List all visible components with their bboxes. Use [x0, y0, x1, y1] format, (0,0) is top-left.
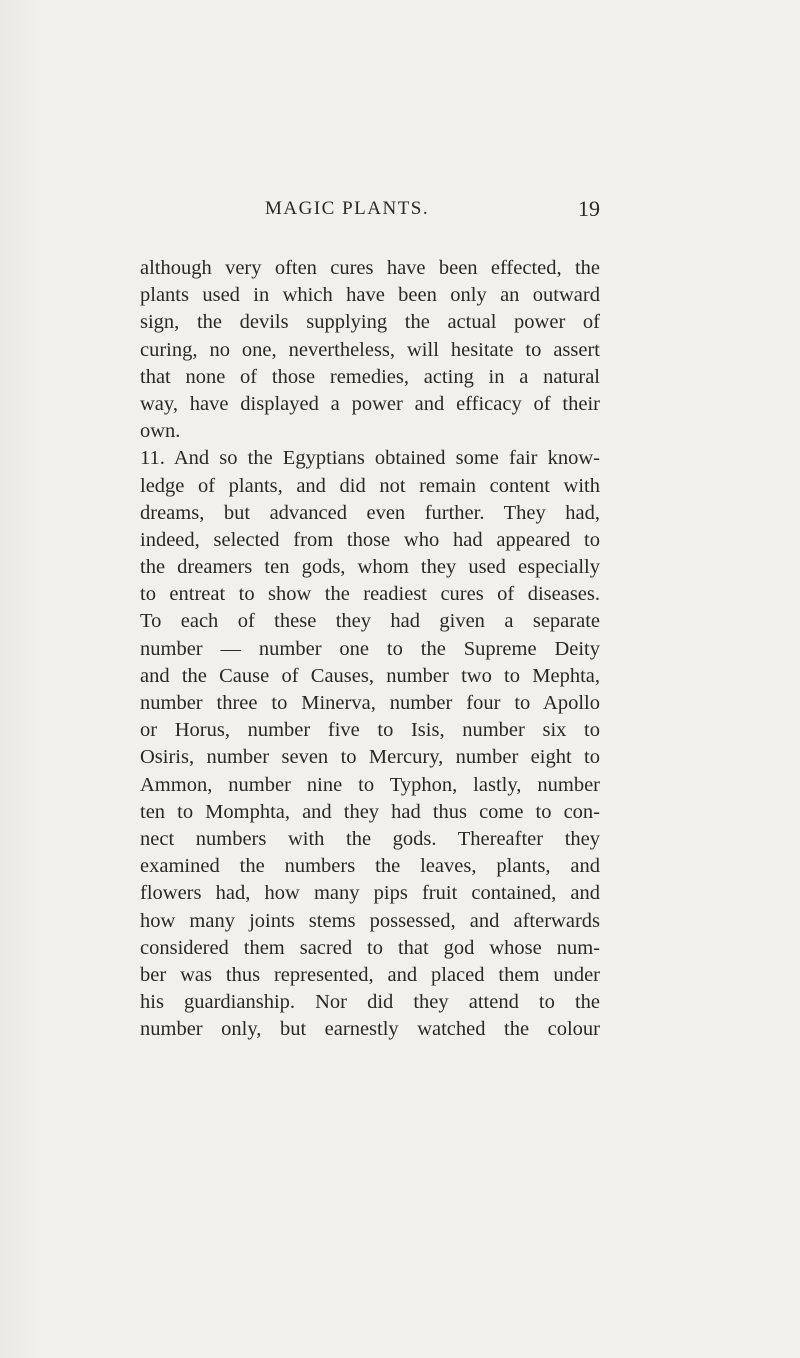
text-line: ber was thus represented, and placed them under [140, 963, 600, 986]
text-line: examined the numbers the leaves, plants, and [140, 855, 600, 878]
paragraph-start-line: 11. And so the Egyptians obtained some fair know- [140, 447, 600, 470]
text-line: that none of those remedies, acting in a natural [140, 365, 600, 388]
body-text [140, 255, 600, 1043]
text-line: his guardianship. Nor did they attend to the [140, 991, 600, 1014]
running-title: MAGIC PLANTS. [265, 198, 430, 219]
text-line: Ammon, number nine to Typhon, lastly, number [140, 773, 600, 796]
text-line: way, have displayed a power and efficacy of their [140, 392, 600, 415]
text-line: To each of these they had given a separate [140, 610, 600, 633]
text-line: number only, but earnestly watched the colour [140, 1018, 600, 1041]
text-line: Osiris, number seven to Mercury, number eight to [140, 746, 600, 769]
text-line: nect numbers with the gods. Thereafter they [140, 827, 600, 850]
text-line: indeed, selected from those who had appeared to [140, 528, 600, 551]
text-line: own. [140, 420, 181, 443]
page-number: 19 [578, 196, 600, 221]
text-line: how many joints stems possessed, and afterwards [140, 909, 600, 932]
text-line: the dreamers ten gods, whom they used especially [140, 556, 600, 579]
text-line: considered them sacred to that god whose num- [140, 936, 600, 959]
text-line: number — number one to the Supreme Deity [140, 637, 600, 660]
text-line: and the Cause of Causes, number two to Mephta, [140, 664, 600, 687]
text-line: to entreat to show the readiest cures of diseases. [140, 583, 600, 606]
text-line: ledge of plants, and did not remain content with [140, 474, 600, 497]
text-line: or Horus, number five to Isis, number six to [140, 719, 600, 742]
text-line: ten to Momphta, and they had thus come to con- [140, 800, 600, 823]
text-line: sign, the devils supplying the actual power of [140, 311, 600, 334]
text-line: plants used in which have been only an outward [140, 284, 600, 307]
running-head [140, 198, 600, 228]
text-line: number three to Minerva, number four to Apollo [140, 692, 600, 714]
text-line: flowers had, how many pips fruit contained, and [140, 882, 600, 905]
text-line: curing, no one, nevertheless, will hesitate to assert [140, 338, 600, 361]
text-line: dreams, but advanced even further. They had, [140, 501, 600, 524]
text-line: although very often cures have been effected, the [140, 257, 600, 279]
